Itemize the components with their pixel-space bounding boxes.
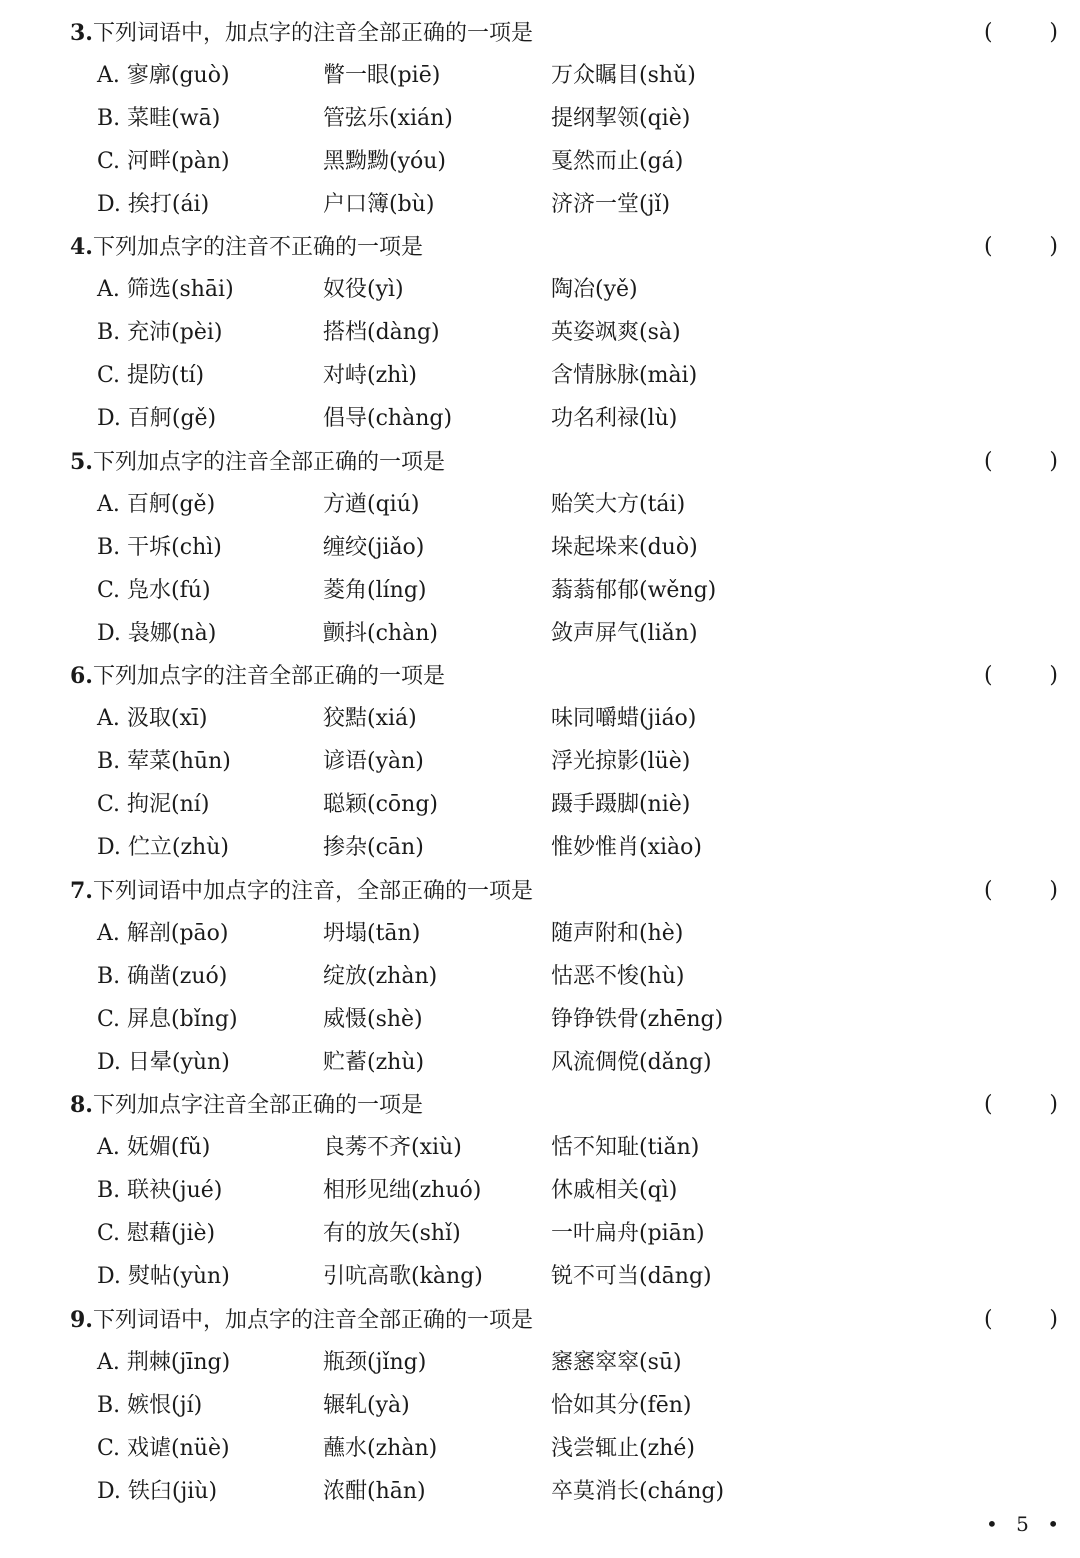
option-item: 伫立(zhù) (127, 835, 229, 860)
option-spacer (120, 1007, 127, 1032)
option-spacer (120, 792, 127, 817)
question-text: 下列词语中，加点字的注音全部正确的一项是 (92, 21, 533, 46)
option-item: 窸窸窣窣(sū) (551, 1350, 682, 1375)
option-letter: B. (97, 1178, 121, 1203)
option-item: 充沛(pèi) (127, 320, 223, 345)
option-item: 恬不知耻(tiǎn) (551, 1135, 700, 1160)
option-item: 浮光掠影(lüè) (551, 749, 691, 774)
answer-blank[interactable] (984, 1302, 1058, 1338)
option-spacer (120, 578, 127, 603)
option-item: 菱角(líng) (323, 578, 427, 603)
option-spacer (121, 1264, 128, 1289)
option-row-first-item (97, 701, 208, 737)
question-number: 6. (70, 663, 93, 689)
option-spacer (120, 1221, 127, 1246)
option-spacer (120, 149, 127, 174)
option-row-first-item (97, 616, 216, 652)
option-item: 风流倜傥(dǎng) (551, 1050, 712, 1075)
option-row-first-item (97, 187, 209, 223)
option-item: 蓊蓊郁郁(wěng) (551, 578, 717, 603)
option-letter: C. (97, 792, 121, 817)
option-item: 辗轧(yà) (323, 1393, 410, 1418)
option-item: 一叶扁舟(piān) (551, 1221, 705, 1246)
answer-paren-close: ) (1049, 449, 1058, 474)
question-number: 7. (70, 878, 93, 904)
option-spacer (121, 835, 128, 860)
option-letter: D. (97, 835, 121, 860)
option-letter: D. (97, 1050, 121, 1075)
question-stem (70, 873, 533, 909)
option-item: 对峙(zhì) (323, 363, 417, 388)
option-spacer (121, 192, 128, 217)
question-stem (70, 15, 533, 51)
option-row-first-item (97, 530, 222, 566)
option-row-first-item (97, 1345, 230, 1381)
answer-paren-close: ) (1049, 20, 1058, 45)
option-spacer (120, 1350, 127, 1375)
option-letter: C. (97, 1007, 121, 1032)
option-item: 拘泥(ní) (127, 792, 210, 817)
option-spacer (121, 1479, 128, 1504)
option-item: 味同嚼蜡(jiáo) (551, 706, 697, 731)
option-letter: C. (97, 1221, 121, 1246)
option-letter: C. (97, 149, 121, 174)
option-item: 戛然而止(gá) (551, 149, 684, 174)
option-item: 铮铮铁骨(zhēng) (551, 1007, 724, 1032)
option-row-first-item (97, 1045, 230, 1081)
option-item: 含情脉脉(mài) (551, 363, 698, 388)
option-row-first-item (97, 787, 209, 823)
option-spacer (120, 277, 127, 302)
option-letter: A. (97, 1350, 120, 1375)
option-item: 随声附和(hè) (551, 921, 684, 946)
option-item: 功名利禄(lù) (551, 406, 678, 431)
option-spacer (121, 406, 128, 431)
option-row-first-item (97, 573, 211, 609)
option-item: 联袂(jué) (127, 1178, 223, 1203)
option-item: 良莠不齐(xiù) (323, 1135, 462, 1160)
option-letter: A. (97, 63, 120, 88)
option-row-first-item (97, 358, 204, 394)
option-letter: D. (97, 621, 121, 646)
question-number: 3. (70, 20, 93, 46)
option-item: 寥廓(guò) (126, 63, 230, 88)
option-letter: C. (97, 363, 121, 388)
option-row-first-item (97, 916, 229, 952)
option-item: 确凿(zuó) (127, 964, 228, 989)
option-item: 谚语(yàn) (323, 749, 424, 774)
option-row-first-item (97, 401, 216, 437)
option-spacer (120, 921, 127, 946)
option-item: 提纲挈领(qiè) (551, 106, 691, 131)
option-item: 济济一堂(jǐ) (551, 192, 671, 217)
answer-paren-close: ) (1049, 878, 1058, 903)
answer-paren-open: ( (984, 234, 993, 259)
option-row-first-item (97, 1431, 230, 1467)
option-item: 狡黠(xiá) (323, 706, 417, 731)
question-text: 下列加点字的注音全部正确的一项是 (92, 664, 445, 689)
option-item: 干坼(chì) (127, 535, 222, 560)
answer-paren-open: ( (984, 1092, 993, 1117)
option-spacer (120, 706, 127, 731)
option-item: 百舸(gě) (127, 406, 217, 431)
option-letter: A. (97, 921, 120, 946)
option-row-first-item (97, 315, 222, 351)
option-row-first-item (97, 1002, 238, 1038)
option-item: 休戚相关(qì) (551, 1178, 678, 1203)
question-number: 5. (70, 449, 93, 475)
option-spacer (120, 1436, 127, 1461)
question-text: 下列加点字的注音全部正确的一项是 (92, 450, 445, 475)
option-item: 恰如其分(fēn) (551, 1393, 692, 1418)
option-item: 慰藉(jiè) (127, 1221, 216, 1246)
answer-paren-open: ( (984, 449, 993, 474)
option-item: 有的放矢(shǐ) (323, 1221, 461, 1246)
page-number: • 5 • (986, 1512, 1066, 1536)
option-letter: C. (97, 578, 121, 603)
option-item: 搭档(dàng) (323, 320, 440, 345)
answer-paren-close: ) (1049, 663, 1058, 688)
answer-blank[interactable] (984, 229, 1058, 265)
option-item: 锐不可当(dāng) (551, 1264, 712, 1289)
option-row-first-item (97, 487, 215, 523)
option-row-first-item (97, 272, 234, 308)
option-letter: B. (97, 964, 121, 989)
option-letter: A. (97, 706, 120, 731)
option-row-first-item (97, 830, 229, 866)
question-text: 下列加点字注音全部正确的一项是 (92, 1093, 423, 1118)
option-item: 熨帖(yùn) (127, 1264, 230, 1289)
answer-paren-open: ( (984, 20, 993, 45)
option-item: 陶冶(yě) (551, 277, 638, 302)
option-row-first-item (97, 744, 231, 780)
option-row-first-item (97, 1130, 210, 1166)
option-letter: B. (97, 535, 121, 560)
option-item: 筛选(shāi) (126, 277, 234, 302)
answer-blank[interactable] (984, 444, 1058, 480)
option-item: 嫉恨(jí) (127, 1393, 203, 1418)
answer-blank[interactable] (984, 15, 1058, 51)
option-row-first-item (97, 1173, 222, 1209)
answer-paren-close: ) (1049, 234, 1058, 259)
question-stem (70, 658, 445, 694)
option-letter: A. (97, 492, 120, 517)
option-letter: C. (97, 1436, 121, 1461)
option-item: 瞥一眼(piē) (323, 63, 441, 88)
option-row-first-item (97, 1474, 217, 1510)
option-row-first-item (97, 959, 227, 995)
option-item: 管弦乐(xián) (323, 106, 453, 131)
option-item: 威慑(shè) (323, 1007, 423, 1032)
option-item: 聪颖(cōng) (323, 792, 438, 817)
question-stem (70, 229, 423, 265)
option-item: 坍塌(tān) (323, 921, 421, 946)
option-item: 瓶颈(jǐng) (323, 1350, 427, 1375)
option-item: 贻笑大方(tái) (551, 492, 686, 517)
option-letter: B. (97, 106, 121, 131)
option-item: 引吭高歌(kàng) (323, 1264, 483, 1289)
option-item: 方遒(qiú) (323, 492, 420, 517)
question-number: 8. (70, 1092, 93, 1118)
option-item: 日晕(yùn) (127, 1050, 230, 1075)
option-item: 相形见绌(zhuó) (323, 1178, 482, 1203)
answer-paren-close: ) (1049, 1307, 1058, 1332)
answer-paren-open: ( (984, 663, 993, 688)
question-number: 9. (70, 1307, 93, 1333)
question-number: 4. (70, 234, 93, 260)
option-letter: B. (97, 749, 121, 774)
answer-blank[interactable] (984, 658, 1058, 694)
option-item: 戏谑(nüè) (127, 1436, 230, 1461)
option-item: 怙恶不悛(hù) (551, 964, 685, 989)
option-letter: D. (97, 1264, 121, 1289)
option-item: 提防(tí) (127, 363, 205, 388)
option-row-first-item (97, 1216, 215, 1252)
option-item: 解剖(pāo) (126, 921, 229, 946)
answer-paren-open: ( (984, 878, 993, 903)
option-item: 百舸(gě) (126, 492, 216, 517)
answer-blank[interactable] (984, 873, 1058, 909)
option-item: 绽放(zhàn) (323, 964, 438, 989)
option-row-first-item (97, 1388, 202, 1424)
option-item: 黑黝黝(yóu) (323, 149, 447, 174)
option-spacer (121, 621, 128, 646)
option-item: 凫水(fú) (127, 578, 211, 603)
option-item: 倡导(chàng) (323, 406, 453, 431)
option-item: 蹑手蹑脚(niè) (551, 792, 691, 817)
option-item: 河畔(pàn) (127, 149, 230, 174)
option-letter: D. (97, 1479, 121, 1504)
option-item: 蘸水(zhàn) (323, 1436, 438, 1461)
option-row-first-item (97, 144, 230, 180)
option-item: 万众瞩目(shǔ) (551, 63, 696, 88)
option-item: 铁臼(jiù) (127, 1479, 218, 1504)
option-item: 袅娜(nà) (127, 621, 217, 646)
option-spacer (121, 1050, 128, 1075)
option-item: 荤菜(hūn) (127, 749, 231, 774)
option-item: 敛声屏气(liǎn) (551, 621, 698, 646)
option-spacer (120, 492, 127, 517)
option-letter: D. (97, 192, 121, 217)
answer-paren-open: ( (984, 1307, 993, 1332)
option-item: 浅尝辄止(zhé) (551, 1436, 695, 1461)
option-item: 妩媚(fǔ) (126, 1135, 211, 1160)
option-item: 奴役(yì) (323, 277, 404, 302)
option-item: 英姿飒爽(sà) (551, 320, 681, 345)
option-item: 颤抖(chàn) (323, 621, 438, 646)
question-stem (70, 1302, 533, 1338)
answer-blank[interactable] (984, 1087, 1058, 1123)
option-row-first-item (97, 58, 230, 94)
option-row-first-item (97, 101, 220, 137)
option-item: 挨打(ái) (127, 192, 210, 217)
option-item: 汲取(xī) (126, 706, 208, 731)
option-item: 惟妙惟肖(xiào) (551, 835, 702, 860)
question-text: 下列词语中，加点字的注音全部正确的一项是 (92, 1308, 533, 1333)
option-letter: A. (97, 1135, 120, 1160)
option-item: 掺杂(cān) (323, 835, 424, 860)
option-row-first-item (97, 1259, 230, 1295)
option-item: 缠绞(jiǎo) (323, 535, 425, 560)
option-letter: B. (97, 320, 121, 345)
option-letter: D. (97, 406, 121, 431)
option-item: 贮蓄(zhù) (323, 1050, 425, 1075)
answer-paren-close: ) (1049, 1092, 1058, 1117)
option-item: 卒莫消长(cháng) (551, 1479, 725, 1504)
option-spacer (120, 1135, 127, 1160)
option-item: 屏息(bǐng) (127, 1007, 238, 1032)
option-letter: A. (97, 277, 120, 302)
option-spacer (120, 363, 127, 388)
question-stem (70, 1087, 423, 1123)
option-item: 垛起垛来(duò) (551, 535, 698, 560)
option-letter: B. (97, 1393, 121, 1418)
option-item: 浓酣(hān) (323, 1479, 426, 1504)
question-text: 下列词语中加点字的注音，全部正确的一项是 (92, 879, 533, 904)
option-item: 户口簿(bù) (323, 192, 435, 217)
option-item: 菜畦(wā) (127, 106, 221, 131)
option-spacer (120, 63, 127, 88)
question-text: 下列加点字的注音不正确的一项是 (92, 235, 423, 260)
option-item: 荆棘(jīng) (126, 1350, 231, 1375)
question-stem (70, 444, 445, 480)
